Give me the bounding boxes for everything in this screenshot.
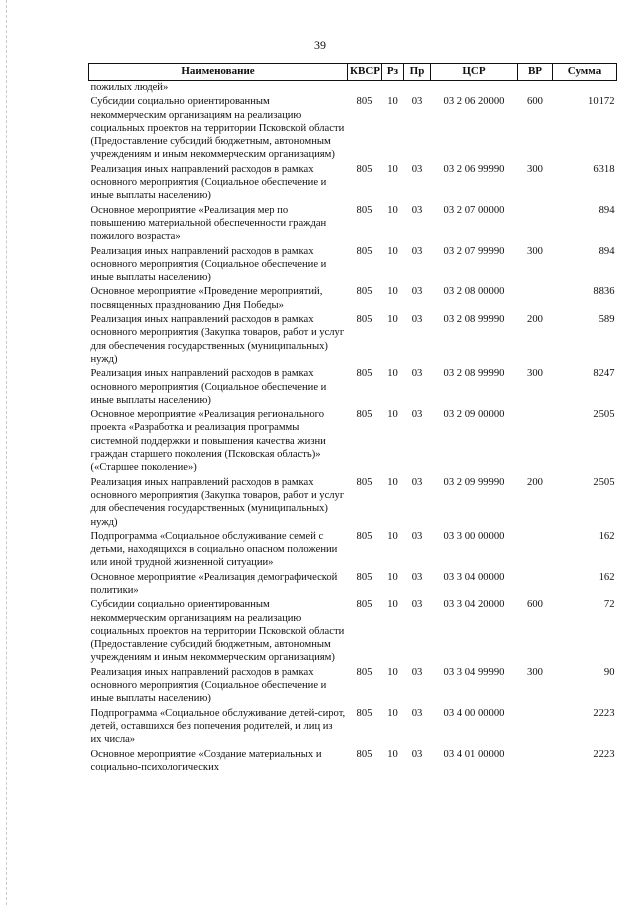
table-row bbox=[89, 748, 617, 776]
cell-vr: 300 bbox=[527, 666, 543, 678]
cell-kvsr: 805 bbox=[356, 368, 373, 380]
cell-vr: 600 bbox=[527, 599, 543, 611]
table-row bbox=[89, 204, 617, 245]
cell-csr: 03 3 04 20000 bbox=[443, 599, 505, 611]
cell-name: Основное мероприятие «Реализация демографической политики» bbox=[90, 571, 338, 596]
cell-pr: 03 bbox=[411, 748, 423, 760]
cell-csr: 03 2 09 99990 bbox=[443, 476, 505, 488]
cell-vr: 300 bbox=[527, 163, 543, 175]
table-row bbox=[89, 163, 617, 204]
cell-csr: 03 2 07 99990 bbox=[443, 245, 505, 257]
cell-csr: 03 2 08 00000 bbox=[443, 286, 505, 298]
cell-kvsr: 805 bbox=[356, 530, 373, 542]
col-header-rz: Рз bbox=[382, 64, 404, 81]
cell-csr: 03 2 08 99990 bbox=[443, 368, 505, 380]
cell-pr: 03 bbox=[411, 286, 423, 298]
cell-rz: 10 bbox=[387, 409, 398, 421]
cell-pr: 03 bbox=[411, 530, 423, 542]
cell-sum: 2505 bbox=[593, 409, 615, 421]
cell-name: Субсидии социально ориентированным некоммерческим организациям на реализацию социальных проектов на территории Псковской области (Предоставление субсидий бюджетным, автономным учреждениям и иным некоммерческим организациям) bbox=[90, 599, 345, 664]
cell-csr: 03 2 08 99990 bbox=[443, 314, 505, 326]
cell-kvsr: 805 bbox=[356, 599, 373, 611]
cell-pr: 03 bbox=[411, 314, 423, 326]
table-body bbox=[89, 81, 617, 776]
cell-csr: 03 3 00 00000 bbox=[443, 530, 505, 542]
cell-kvsr bbox=[348, 81, 382, 96]
cell-name: Подпрограмма «Социальное обслуживание семей с детьми, находящихся в социально опасном положении или иной трудной жизненной ситуации» bbox=[90, 530, 338, 569]
table-row bbox=[89, 81, 617, 96]
cell-pr bbox=[404, 81, 431, 96]
cell-sum: 10172 bbox=[588, 96, 615, 108]
cell-sum: 90 bbox=[603, 666, 615, 678]
cell-csr bbox=[431, 81, 518, 96]
table-row bbox=[89, 95, 617, 162]
table-row bbox=[89, 530, 617, 571]
cell-name: Субсидии социально ориентированным некоммерческим организациям на реализацию социальных проектов на территории Псковской области (Предоставление субсидий бюджетным, автономным учреждениям и иным некоммерческим организациям) bbox=[90, 96, 345, 161]
cell-vr: 600 bbox=[527, 96, 543, 108]
cell-kvsr: 805 bbox=[356, 163, 373, 175]
cell-name: Основное мероприятие «Реализация мер по повышению материальной обеспеченности граждан пожилого возраста» bbox=[90, 204, 327, 243]
cell-name: Реализация иных направлений расходов в рамках основного мероприятия (Социальное обеспечение и иные выплаты населению) bbox=[90, 163, 327, 202]
cell-csr: 03 4 00 00000 bbox=[443, 707, 505, 719]
cell-sum: 162 bbox=[598, 530, 615, 542]
cell-rz: 10 bbox=[387, 571, 398, 583]
cell-rz: 10 bbox=[387, 599, 398, 611]
cell-kvsr: 805 bbox=[356, 245, 373, 257]
cell-sum: 894 bbox=[598, 204, 615, 216]
cell-sum: 2505 bbox=[593, 476, 615, 488]
cell-sum: 6318 bbox=[593, 163, 615, 175]
cell-pr: 03 bbox=[411, 666, 423, 678]
cell-sum: 589 bbox=[598, 314, 615, 326]
cell-pr: 03 bbox=[411, 245, 423, 257]
cell-pr: 03 bbox=[411, 571, 423, 583]
col-header-kvsr: КВСР bbox=[348, 64, 382, 81]
cell-name: Реализация иных направлений расходов в рамках основного мероприятия (Социальное обеспечение и иные выплаты населению) bbox=[90, 245, 327, 284]
cell-kvsr: 805 bbox=[356, 204, 373, 216]
cell-pr: 03 bbox=[411, 368, 423, 380]
cell-rz: 10 bbox=[387, 748, 398, 760]
cell-name: пожилых людей» bbox=[90, 82, 169, 93]
cell-vr: 200 bbox=[527, 476, 543, 488]
cell-pr: 03 bbox=[411, 96, 423, 108]
cell-vr bbox=[518, 204, 553, 245]
cell-rz: 10 bbox=[387, 204, 398, 216]
page-number: 39 bbox=[314, 38, 326, 52]
cell-kvsr: 805 bbox=[356, 286, 373, 298]
table-row bbox=[89, 476, 617, 530]
cell-name: Реализация иных направлений расходов в рамках основного мероприятия (Закупка товаров, работ и услуг для обеспечения государственных (муниципальных) нужд) bbox=[90, 314, 345, 365]
cell-sum: 2223 bbox=[593, 707, 615, 719]
cell-name: Основное мероприятие «Проведение мероприятий, посвященных празднованию Дня Победы» bbox=[90, 286, 323, 311]
cell-kvsr: 805 bbox=[356, 409, 373, 421]
scan-edge bbox=[6, 0, 8, 905]
table-row bbox=[89, 571, 617, 599]
cell-rz: 10 bbox=[387, 163, 398, 175]
cell-pr: 03 bbox=[411, 707, 423, 719]
cell-name: Реализация иных направлений расходов в рамках основного мероприятия (Социальное обеспечение и иные выплаты населению) bbox=[90, 368, 327, 406]
cell-vr bbox=[518, 81, 553, 96]
cell-name: Реализация иных направлений расходов в рамках основного мероприятия (Социальное обеспечение и иные выплаты населению) bbox=[90, 666, 327, 705]
cell-sum: 8247 bbox=[593, 368, 615, 380]
cell-name: Реализация иных направлений расходов в рамках основного мероприятия (Закупка товаров, работ и услуг для обеспечения государственных (муниципальных) нужд) bbox=[90, 476, 345, 528]
cell-sum bbox=[553, 81, 617, 96]
cell-sum: 8836 bbox=[593, 286, 615, 298]
cell-kvsr: 805 bbox=[356, 96, 373, 108]
cell-rz: 10 bbox=[387, 666, 398, 678]
cell-name: Подпрограмма «Социальное обслуживание детей-сирот, детей, оставшихся без попечения родителей, и лиц из их числа» bbox=[90, 707, 346, 746]
cell-vr bbox=[518, 707, 553, 748]
cell-vr: 300 bbox=[527, 368, 543, 380]
cell-csr: 03 4 01 00000 bbox=[443, 748, 505, 760]
table-row bbox=[89, 367, 617, 408]
cell-rz: 10 bbox=[387, 245, 398, 257]
table-row bbox=[89, 666, 617, 707]
cell-sum: 2223 bbox=[593, 748, 615, 760]
table-row bbox=[89, 285, 617, 313]
cell-rz: 10 bbox=[387, 476, 398, 488]
cell-vr bbox=[518, 285, 553, 313]
cell-rz bbox=[382, 81, 404, 96]
col-header-vr: ВР bbox=[518, 64, 553, 81]
cell-vr bbox=[518, 571, 553, 599]
cell-rz: 10 bbox=[387, 530, 398, 542]
cell-rz: 10 bbox=[387, 96, 398, 108]
table-row bbox=[89, 408, 617, 475]
cell-vr: 300 bbox=[527, 245, 543, 257]
cell-name: Основное мероприятие «Создание материальных и социально-психологических bbox=[90, 748, 322, 773]
cell-kvsr: 805 bbox=[356, 707, 373, 719]
cell-rz: 10 bbox=[387, 314, 398, 326]
cell-rz: 10 bbox=[387, 368, 398, 380]
table-row bbox=[89, 598, 617, 665]
col-header-sum: Сумма bbox=[553, 64, 617, 81]
cell-kvsr: 805 bbox=[356, 476, 373, 488]
cell-sum: 894 bbox=[598, 245, 615, 257]
cell-kvsr: 805 bbox=[356, 748, 373, 760]
cell-vr: 200 bbox=[527, 314, 543, 326]
col-header-csr: ЦСР bbox=[431, 64, 518, 81]
cell-csr: 03 2 09 00000 bbox=[443, 409, 505, 421]
table-row bbox=[89, 313, 617, 367]
cell-csr: 03 2 06 20000 bbox=[443, 96, 505, 108]
cell-sum: 162 bbox=[598, 571, 615, 583]
cell-sum: 72 bbox=[603, 599, 615, 611]
cell-name: Основное мероприятие «Реализация регионального проекта «Разработка и реализация программы системной поддержки и повышения качества жизни граждан старшего поколения (Псковская область)» («Старшее поколение») bbox=[90, 409, 326, 474]
cell-csr: 03 2 07 00000 bbox=[443, 204, 505, 216]
cell-csr: 03 3 04 00000 bbox=[443, 571, 505, 583]
cell-csr: 03 3 04 99990 bbox=[443, 666, 505, 678]
cell-vr bbox=[518, 408, 553, 475]
cell-vr bbox=[518, 530, 553, 571]
col-header-name: Наименование bbox=[89, 64, 348, 81]
cell-kvsr: 805 bbox=[356, 314, 373, 326]
table-row bbox=[89, 707, 617, 748]
cell-vr bbox=[518, 748, 553, 776]
cell-pr: 03 bbox=[411, 204, 423, 216]
cell-rz: 10 bbox=[387, 707, 398, 719]
cell-kvsr: 805 bbox=[356, 666, 373, 678]
col-header-pr: Пр bbox=[404, 64, 431, 81]
cell-pr: 03 bbox=[411, 409, 423, 421]
cell-pr: 03 bbox=[411, 476, 423, 488]
cell-csr: 03 2 06 99990 bbox=[443, 163, 505, 175]
table-row bbox=[89, 245, 617, 286]
cell-rz: 10 bbox=[387, 286, 398, 298]
table-header-row bbox=[89, 64, 617, 81]
cell-kvsr: 805 bbox=[356, 571, 373, 583]
cell-pr: 03 bbox=[411, 163, 423, 175]
cell-pr: 03 bbox=[411, 599, 423, 611]
budget-table bbox=[88, 63, 617, 775]
